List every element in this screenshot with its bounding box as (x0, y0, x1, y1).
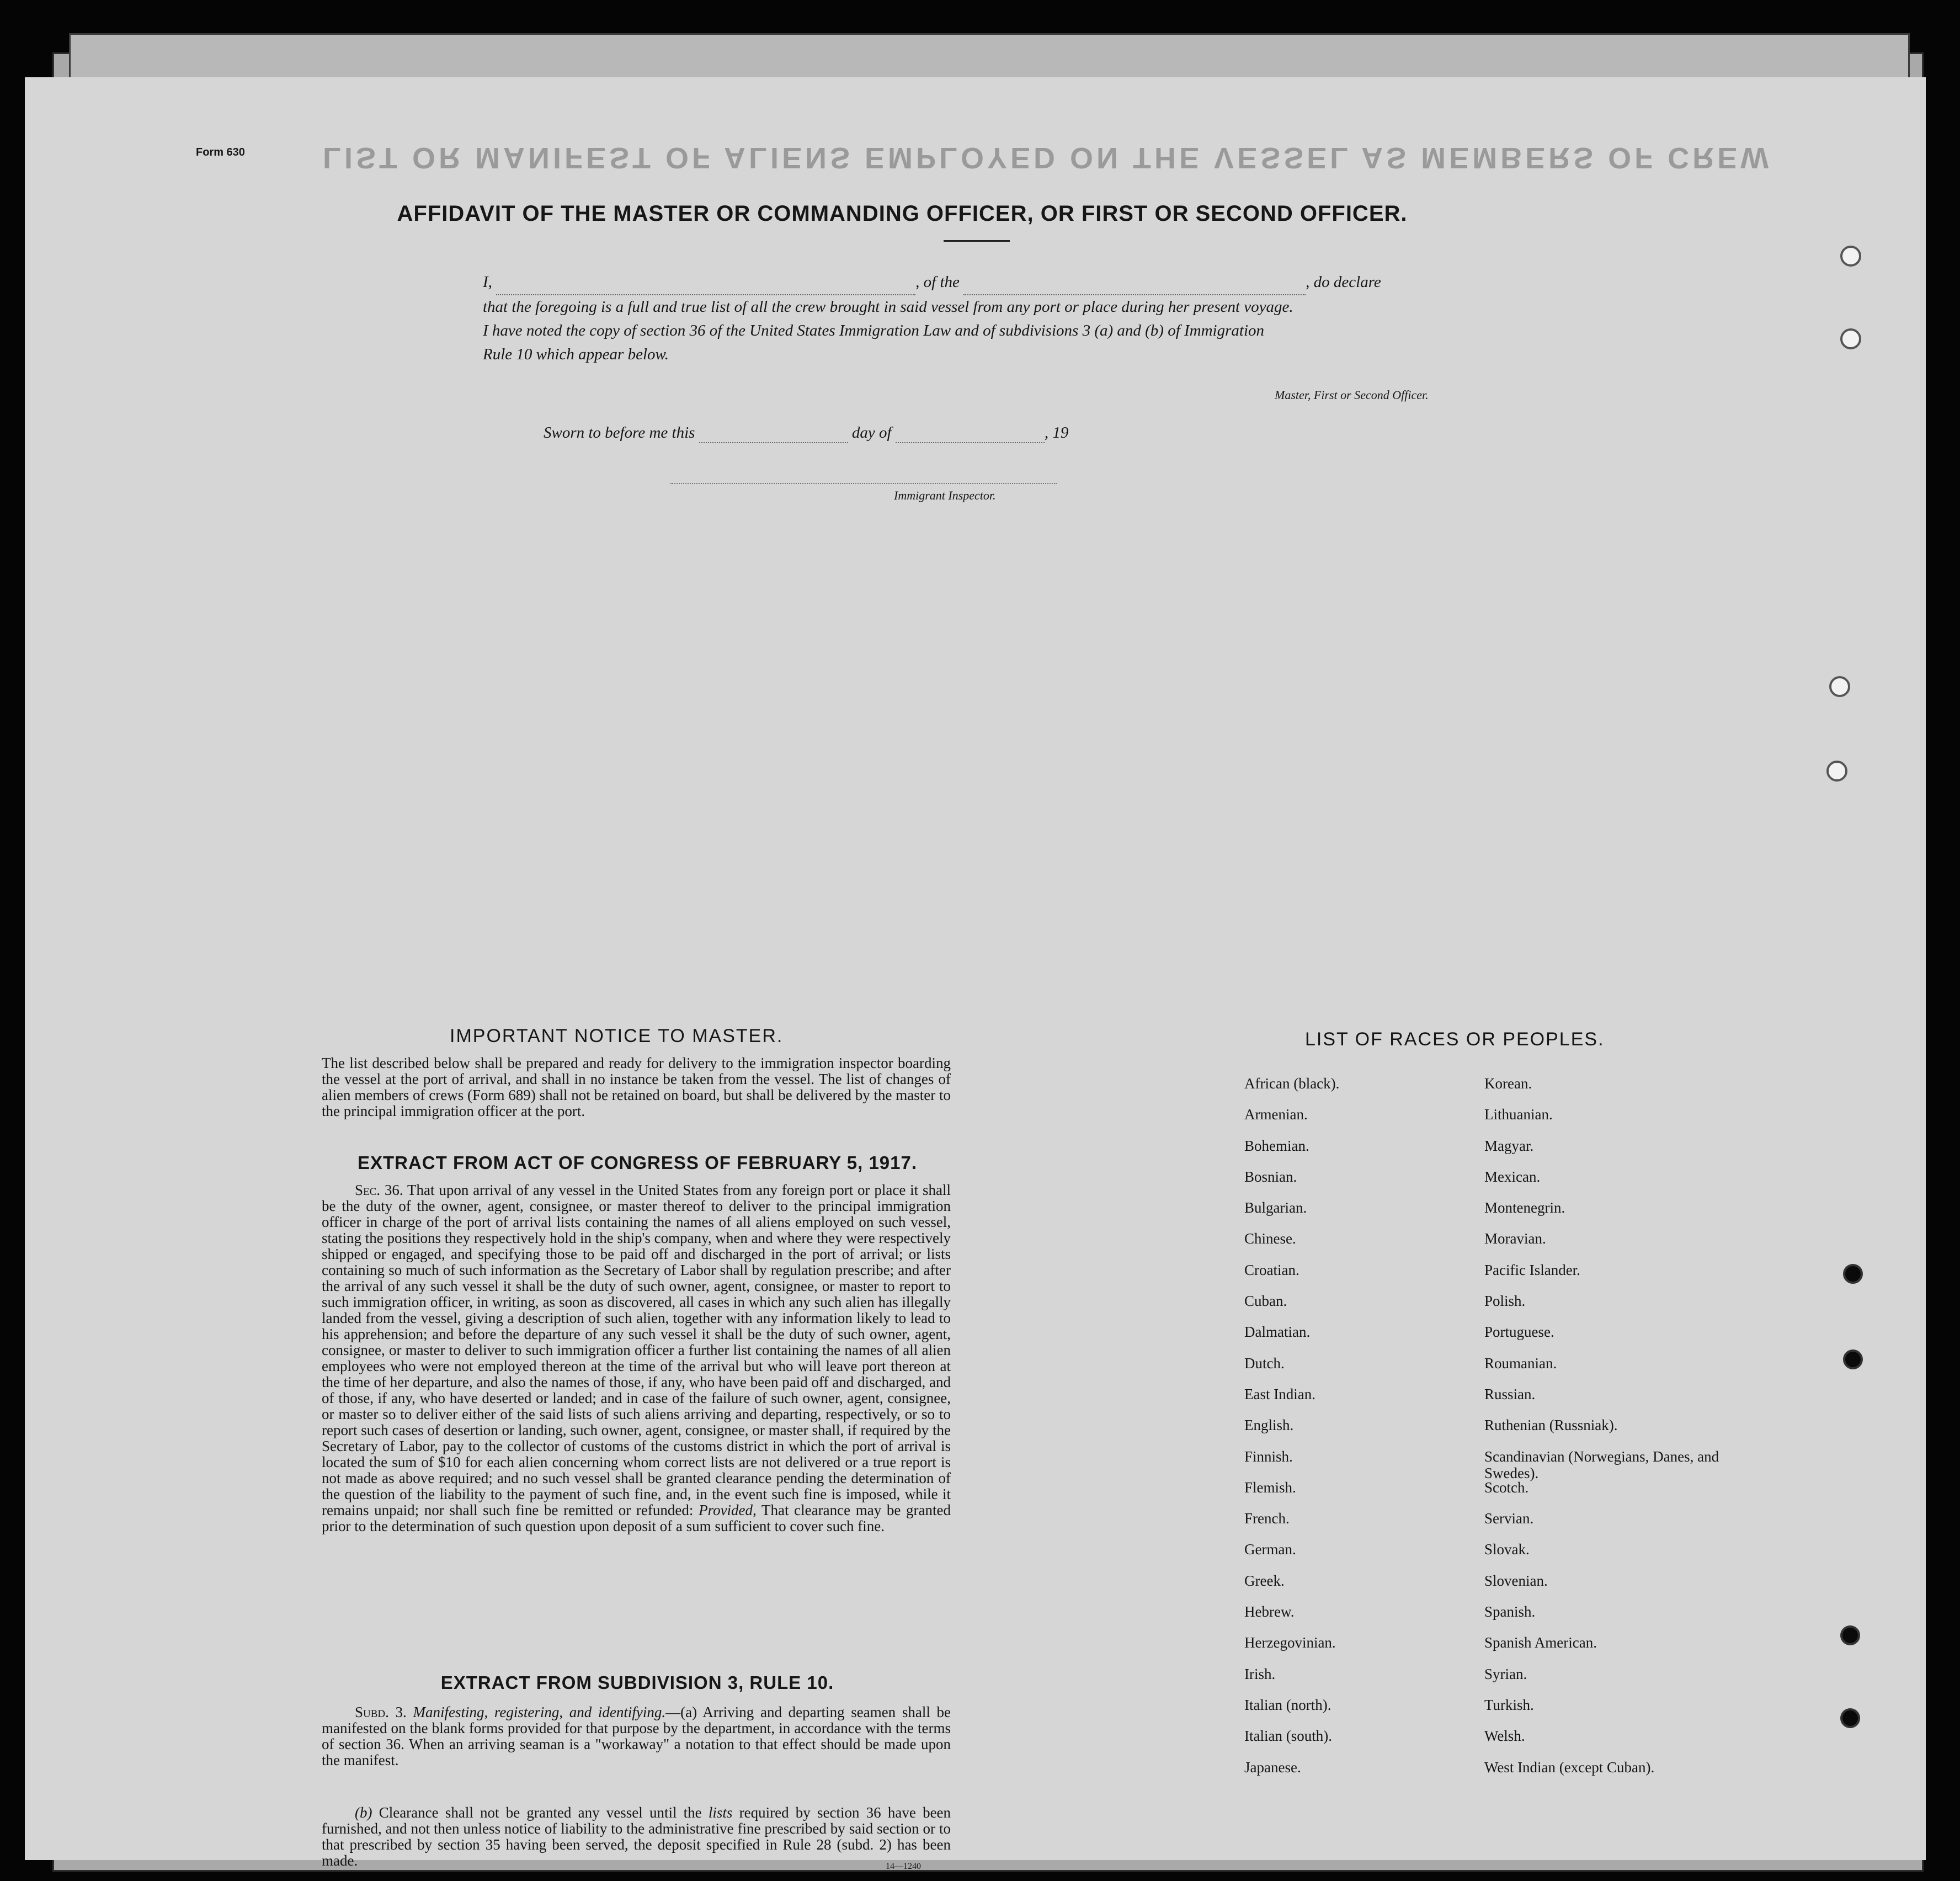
race-item: Spanish American. (1484, 1634, 1597, 1651)
declaration-line-2: that the foregoing is a full and true list of all the crew brought in said vessel from any port or place during her present voyage. (483, 298, 1293, 316)
race-item: Turkish. (1484, 1696, 1534, 1713)
subd-b-start: Clearance shall not be granted any vessel until the (379, 1804, 702, 1821)
sworn-start: Sworn to before me this (544, 424, 695, 442)
inspector-caption: Immigrant Inspector. (894, 488, 996, 502)
race-item: Flemish. (1244, 1479, 1296, 1496)
sworn-year: , 19 (1044, 424, 1069, 442)
race-item: Magyar. (1484, 1137, 1534, 1154)
race-item: Bosnian. (1244, 1168, 1297, 1185)
race-item: Italian (north). (1244, 1696, 1331, 1713)
vessel-blank (963, 270, 1306, 295)
race-item: Japanese. (1244, 1758, 1301, 1776)
section-label: Sec. 36. (355, 1182, 403, 1198)
subdivision-a-text (322, 1704, 951, 1768)
race-item: Slovak. (1484, 1541, 1530, 1558)
sworn-line (544, 424, 1068, 443)
binder-hole (1840, 246, 1861, 267)
race-item: Ruthenian (Russniak). (1484, 1417, 1618, 1434)
race-item: Chinese. (1244, 1230, 1296, 1247)
race-item: Montenegrin. (1484, 1199, 1565, 1216)
race-item: Welsh. (1484, 1728, 1525, 1745)
declaration-line-3: I have noted the copy of section 36 of the United States Immigration Law and of subdivisions 3 (a) and (b) of Immigration (483, 322, 1265, 339)
sworn-day-of: day of (851, 424, 892, 442)
form-number: Form 630 (196, 146, 245, 158)
race-item: East Indian. (1244, 1385, 1315, 1402)
race-item: Scandinavian (Norwegians, Danes, and Swedes). (1484, 1448, 1719, 1481)
binder-hole (1826, 761, 1847, 782)
race-item: Croatian. (1244, 1261, 1299, 1278)
affidavit-declaration (483, 270, 1520, 366)
notice-title: IMPORTANT NOTICE TO MASTER. (450, 1025, 784, 1046)
races-left-column (1244, 1075, 1476, 1790)
affidavit-title: AFFIDAVIT OF THE MASTER OR COMMANDING OFFICER, OR FIRST OR SECOND OFFICER. (397, 201, 1408, 226)
race-item: Herzegovinian. (1244, 1634, 1336, 1651)
race-item: Italian (south). (1244, 1728, 1332, 1745)
subd-a-body: —(a) Arriving and departing seamen shall be manifested on the blank forms provided for that purpose by the department, in accordance with the terms of section 36. When an arriving seaman is a "workaway" a notation to that effect should be made upon the manifest. (322, 1704, 951, 1768)
signature-caption: Master, First or Second Officer. (1275, 388, 1429, 402)
race-item: Armenian. (1244, 1106, 1308, 1123)
month-blank (896, 424, 1045, 443)
race-item: Russian. (1484, 1385, 1536, 1402)
race-item: Greek. (1244, 1572, 1285, 1589)
race-item: African (black). (1244, 1075, 1340, 1092)
inspector-signature-line (670, 483, 1057, 484)
notice-text: The list described below shall be prepared and ready for delivery to the immigration inspector boarding the vessel at the port of arrival, and shall in no instance be taken from the vessel. The list of changes of alien members of crews (Form 689) shall not be retained on board, but shall be delivered by the master to the principal immigration officer at the port. (322, 1055, 951, 1119)
race-item: Dutch. (1244, 1354, 1285, 1372)
binder-hole (1843, 1264, 1863, 1284)
race-item: Scotch. (1484, 1479, 1529, 1496)
provided-label: Provided, (699, 1502, 757, 1518)
race-item: Slovenian. (1484, 1572, 1548, 1589)
race-item: English. (1244, 1417, 1294, 1434)
race-item: Korean. (1484, 1075, 1532, 1092)
name-blank (496, 270, 915, 295)
subdivision-b-text (322, 1805, 951, 1869)
print-code: 14—1240 (886, 1862, 921, 1871)
declaration-line-1 (483, 270, 1520, 295)
race-item: Cuban. (1244, 1293, 1287, 1310)
title-underline (944, 240, 1010, 242)
declaration-do-declare: , do declare (1306, 273, 1381, 291)
races-right-column (1484, 1075, 1771, 1790)
race-item: Bulgarian. (1244, 1199, 1307, 1216)
extract-rule-title: EXTRACT FROM SUBDIVISION 3, RULE 10. (440, 1672, 834, 1693)
race-item: French. (1244, 1510, 1290, 1527)
races-title: LIST OF RACES OR PEOPLES. (1305, 1029, 1605, 1050)
section-36-text (322, 1182, 951, 1534)
day-blank (699, 424, 848, 443)
subd-b-end: required by section 36 have been furnished, and not then unless notice of liability to the administrative fine prescribed by said section or to that prescribed by section 35 having been served, the deposit specified in Rule 28 (subd. 2) has been made. (322, 1804, 951, 1869)
race-item: Syrian. (1484, 1665, 1527, 1682)
binder-hole (1843, 1349, 1863, 1369)
subd-label: Subd. 3. (355, 1704, 407, 1720)
race-item: Lithuanian. (1484, 1106, 1553, 1123)
race-item: Pacific Islander. (1484, 1261, 1580, 1278)
race-item: Mexican. (1484, 1168, 1541, 1185)
section-36-body: That upon arrival of any vessel in the United States from any foreign port or place it shall be the duty of the owner, agent, consignee, or master thereof to deliver to the principal immigration officer in charge of the port of arrival lists containing the names of all aliens employed on such vessel, stating the positions they respectively hold in the ship's company, when and where they were respectively shipped or engaged, and specifying those to be paid off and discharged in the port of arrival; or lists containing so much of such information as the Secretary of Labor shall by regulation prescribe; and after the arrival of any such vessel it shall be the duty of such owner, agent, consignee, or master to report to such immigration officer, in writing, as soon as discovered, all cases in which any such alien has illegally landed from the vessel, giving a description of such alien, together with any information likely to lead to his apprehension; and before the departure of any such vessel it shall be the duty of such owner, agent, consignee, or master to deliver to such immigration officer a further list containing the names of all alien employees who were not employed thereon at the time of the arrival but who will leave port thereon at the time of her departure, and also the names of those, if any, who have been paid off and discharged, and of those, if any, who have deserted or landed; and in case of the failure of such owner, agent, consignee, or master so to deliver either of the said lists of such aliens arriving and departing, respectively, or so to report such cases of desertion or landing, such owner, agent, consignee, or master shall, if required by the Secretary of Labor, pay to the collector of customs of the customs district in which the port of arrival is located the sum of $10 for each alien concerning whom correct lists are not delivered or a true report is not made as above required; and no such vessel shall be granted clearance pending the determination of the question of the liability to the payment of such fine, and, in the event such fine is imposed, while it remains unpaid; nor shall such fine be remitted or refunded: (322, 1182, 951, 1518)
declaration-line-4: Rule 10 which appear below. (483, 346, 669, 363)
document-page (25, 77, 1926, 1871)
binder-hole (1840, 1708, 1860, 1728)
race-item: Dalmatian. (1244, 1324, 1311, 1341)
race-item: Finnish. (1244, 1448, 1293, 1465)
race-item: Portuguese. (1484, 1324, 1554, 1341)
extract-act-title: EXTRACT FROM ACT OF CONGRESS OF FEBRUARY 5, 1917. (357, 1152, 918, 1173)
binder-hole (1829, 676, 1850, 697)
race-item: Roumanian. (1484, 1354, 1557, 1372)
subd-b-label: (b) (355, 1804, 372, 1821)
section-36-end: That clearance may be granted prior to the determination of such question upon deposit of a sum sufficient to cover such fine. (322, 1502, 951, 1534)
bleed-through-title: LIST OR MANIFEST OF ALIENS EMPLOYED ON THE VESSEL AS MEMBERS OF CREW (323, 141, 1772, 174)
subd-heading: Manifesting, registering, and identifying. (413, 1704, 666, 1720)
race-item: Spanish. (1484, 1603, 1536, 1620)
race-item: Bohemian. (1244, 1137, 1309, 1154)
race-item: West Indian (except Cuban). (1484, 1758, 1655, 1776)
race-item: Hebrew. (1244, 1603, 1295, 1620)
subd-b-lists: lists (708, 1804, 733, 1821)
binder-hole (1840, 328, 1861, 349)
race-item: Servian. (1484, 1510, 1534, 1527)
race-item: Polish. (1484, 1293, 1526, 1310)
declaration-of-the: , of the (915, 273, 960, 291)
race-item: Moravian. (1484, 1230, 1546, 1247)
declaration-i: I, (483, 273, 492, 291)
binder-hole (1840, 1625, 1860, 1645)
race-item: German. (1244, 1541, 1296, 1558)
race-item: Irish. (1244, 1665, 1276, 1682)
